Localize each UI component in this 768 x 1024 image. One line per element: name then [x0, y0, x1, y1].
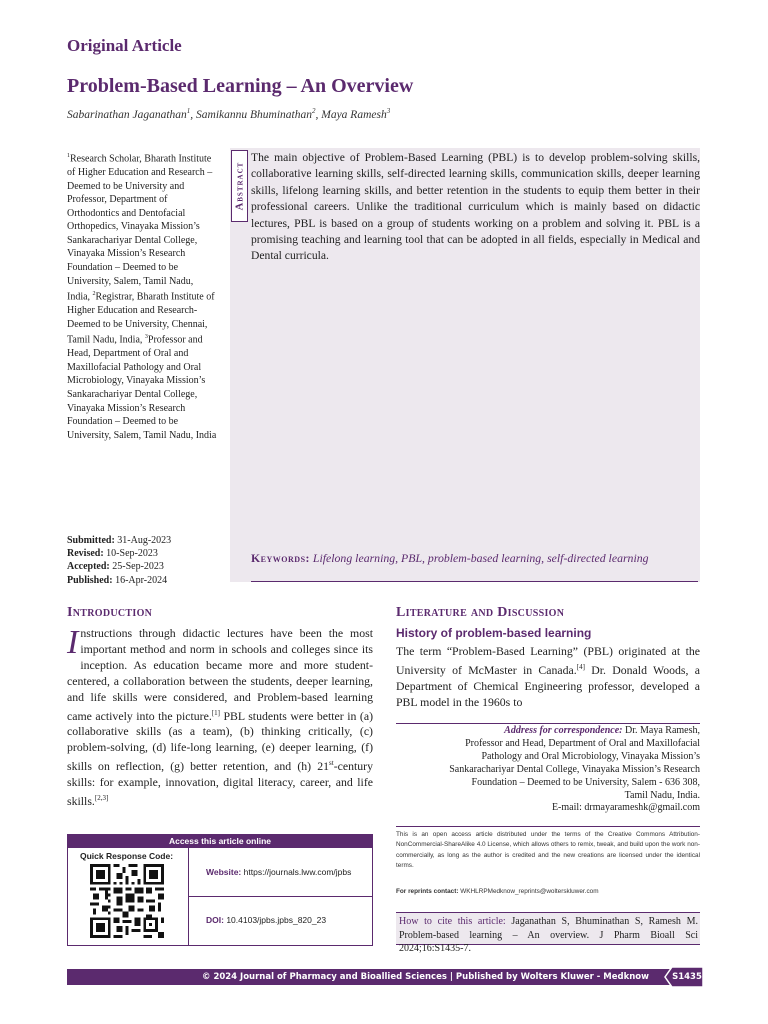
- page-number: S1435: [672, 972, 702, 982]
- affil-sup: 3: [144, 334, 148, 341]
- keywords-divider: [251, 581, 698, 582]
- correspondence-line: Sankarachariyar Dental College, Vinayaka Mission’s Research: [449, 763, 700, 775]
- submitted-date: [67, 534, 227, 547]
- affil-sup: 1: [67, 153, 70, 159]
- correspondence-line: Professor and Head, Department of Oral and Maxillofacial: [465, 737, 700, 749]
- article-title: Problem-Based Learning – An Overview: [67, 75, 414, 97]
- reprints-email[interactable]: WKHLRPMedknow_reprints@wolterskluwer.com: [458, 888, 599, 895]
- license-text: This is an open access article distributed under the terms of the Creative Commons Attribution-NonCommercial-ShareAlike 4.0 License, which allows others to remix, tweak, and build upon the work non-commercially, as long as the author is credited and the new creations are licensed under the identical terms.: [396, 831, 700, 869]
- footer-text: © 2024 Journal of Pharmacy and Bioallied Sciences | Published by Wolters Kluwer - Medknow: [201, 972, 649, 982]
- revised-value: 10-Sep-2023: [106, 548, 158, 560]
- correspondence-line: Pathology and Oral Microbiology, Vinayaka Mission’s: [481, 750, 700, 762]
- author-name: Samikannu Bhuminathan: [196, 108, 312, 121]
- intro-paragraph-c: -century skills: for example, innovation, digital literacy, career, and life skills.: [67, 759, 373, 808]
- affil-text: Research Scholar, Bharath Institute of Higher Education and Research – Deemed to be University and Professor, Department of Orthodontics and Dentofacial Orthopedics, Vinayaka Mission’s Sankarachariyar Dental College, Vinayaka Mission’s Research Foundation – Deemed to be University, Salem, Tamil Nadu, India,: [67, 153, 213, 303]
- citation-text: [399, 915, 698, 956]
- abstract-tab-label: Abstract: [234, 161, 245, 211]
- submitted-value: 31-Aug-2023: [117, 535, 172, 546]
- intro-paragraph-a: nstructions through didactic lectures have been the most important method and norm in schools and colleges since its inception. As education became more and more student-centered, a collaboration between the students, deeper learning, and life skills were considered, and Problem-based learning came actively into the picture.: [67, 626, 373, 723]
- affil-text: Professor and Head, Department of Oral and Maxillofacial Pathology and Oral Microbiology, Vinayaka Mission’s Sankarachariyar Dental College, Vinayaka Mission’s Research Foundation – Deemed to be University, Salem, Tamil Nadu, India: [67, 334, 217, 441]
- literature-heading: Literature and Discussion: [396, 605, 565, 620]
- published-label: Published:: [67, 574, 113, 586]
- citation-value: Jaganathan S, Bhuminathan S, Ramesh M. Problem-based learning – An overview. J Pharm Bioall Sci 2024;16:S1435-7.: [399, 916, 698, 954]
- reprints-label: For reprints contact:: [396, 888, 459, 895]
- citation-ref[interactable]: [1]: [211, 708, 220, 717]
- correspondence-email[interactable]: E-mail: drmayarameshk@gmail.com: [551, 802, 700, 814]
- affiliations: [67, 150, 217, 442]
- correspondence-label: Address for correspondence:: [504, 725, 623, 736]
- website-link[interactable]: https://journals.lww.com/jpbs: [243, 867, 352, 877]
- lit-paragraph-b: Dr. Donald Woods, a Department of Chemical Engineering professor, developed a PBL model in the 1960s to: [396, 662, 700, 709]
- author-sup: 1: [186, 107, 191, 115]
- history-subheading: History of problem-based learning: [396, 626, 592, 640]
- correspondence-address: [396, 725, 700, 815]
- lit-paragraph-a: The term “Problem-Based Learning” (PBL) originated at the University of McMaster in Canada.: [396, 644, 700, 677]
- doi-link[interactable]: 10.4103/jpbs.jpbs_820_23: [226, 915, 327, 925]
- published-date: [67, 574, 227, 587]
- author-name: Maya Ramesh: [321, 108, 387, 121]
- abstract-tab: [231, 150, 248, 222]
- page-number-badge: [664, 966, 704, 988]
- article-type: Original Article: [67, 36, 182, 55]
- access-heading: Access this article online: [68, 835, 372, 848]
- revised-label: Revised:: [67, 548, 104, 560]
- access-divider: [189, 896, 372, 897]
- keywords-value: Lifelong learning, PBL, problem-based learning, self-directed learning: [312, 551, 649, 565]
- intro-paragraph-b: PBL students were better in (a) collaborative skills (as a team), (b) thinking critically, (c) problem-solving, (d) life-long learning, (e) deeper learning, (f) skills on reflection, (g) better retention, and (h) 21: [67, 708, 373, 774]
- literature-text: [396, 644, 700, 711]
- qr-label: Quick Response Code:: [80, 851, 174, 861]
- citation-ref[interactable]: [4]: [576, 662, 585, 671]
- affil-text: Registrar, Bharath Institute of Higher Education and Research- Deemed to be University, Chennai, Tamil Nadu, India,: [67, 291, 215, 346]
- drop-cap: I: [67, 624, 79, 661]
- correspondence-first-line: [396, 725, 700, 738]
- abstract-text: The main objective of Problem-Based Learning (PBL) is to develop problem-solving skills, collaborative learning skills, self-directed learning skills, communication skills, deeper learning skills, lifelong learning skills, and better retention in the students to equip them better in their professional careers. Unlike the traditional curriculum which is mainly based on didactic lectures, PBL is based on a group of students working on a problem and solving it. PBL is a promising teaching and learning tool that can be adopted in all fields, especially in Medical and Dental curricula.: [251, 151, 700, 263]
- website-line: [206, 867, 351, 877]
- correspondence-divider: [396, 723, 700, 724]
- keywords-label: Keywords:: [251, 551, 310, 565]
- article-dates: [67, 534, 227, 587]
- published-value: 16-Apr-2024: [115, 574, 168, 586]
- author-sup: 2: [312, 107, 316, 115]
- keywords: [251, 551, 700, 566]
- license-divider: [396, 826, 700, 827]
- citation-ref[interactable]: [2,3]: [94, 793, 109, 802]
- correspondence-line: Foundation – Deemed to be University, Salem - 636 308,: [471, 776, 700, 788]
- website-label: Website:: [206, 867, 242, 877]
- qr-code-icon[interactable]: [90, 864, 164, 938]
- submitted-label: Submitted:: [67, 535, 115, 546]
- correspondence-name: Dr. Maya Ramesh,: [622, 725, 700, 736]
- correspondence-line: Tamil Nadu, India.: [624, 789, 700, 801]
- accepted-date: [67, 560, 227, 573]
- revised-date: [67, 547, 227, 560]
- citation-label: How to cite this article:: [399, 916, 506, 927]
- author-name: Sabarinathan Jaganathan: [67, 108, 187, 121]
- doi-line: [206, 915, 326, 925]
- reprints-line: [396, 888, 700, 895]
- accepted-label: Accepted:: [67, 561, 110, 573]
- introduction-heading: Introduction: [67, 605, 153, 620]
- affil-sup: 2: [92, 291, 96, 298]
- doi-label: DOI:: [206, 915, 224, 925]
- introduction-text: [67, 626, 373, 810]
- ordinal-suffix: st: [329, 759, 334, 768]
- author-sup: 3: [386, 107, 391, 115]
- author-list: Sabarinathan Jaganathan$^1$, Samikannu Bhuminathan$^2$, Maya Ramesh$^3$: [67, 107, 391, 121]
- accepted-value: 25-Sep-2023: [112, 561, 164, 573]
